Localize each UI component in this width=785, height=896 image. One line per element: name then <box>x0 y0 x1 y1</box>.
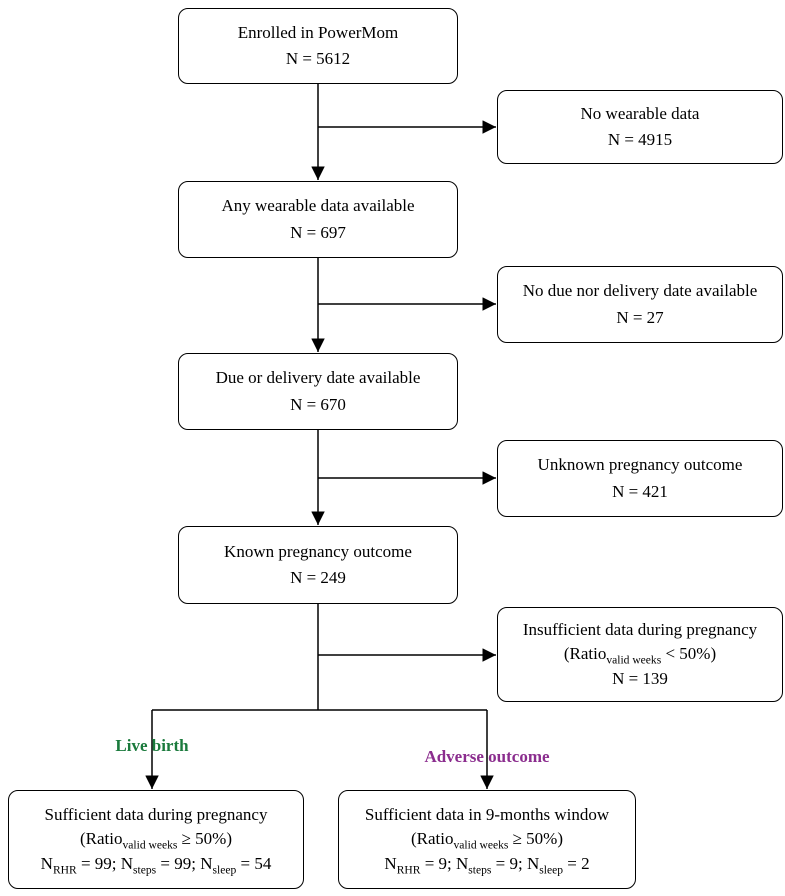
label-live-birth: Live birth <box>115 736 189 755</box>
box-n: N = 697 <box>290 222 346 242</box>
box-enrolled <box>178 8 458 84</box>
box-counts: $N_{RHR} = 99$; $N_{steps} = 99$; $N_{sleep} = 54$ <box>40 853 272 876</box>
box-title: Sufficient data in 9-months window <box>364 805 610 825</box>
box-any-wearable-data <box>178 181 458 258</box>
box-ratio: (Ratio$_{valid weeks}$ ≥ 50%) <box>411 829 563 852</box>
box-counts: $N_{RHR} = 9$; $N_{steps} = 9$; $N_{sleep} = 2$ <box>384 853 590 876</box>
box-n: N = 27 <box>616 307 664 327</box>
box-title: No wearable data <box>580 103 700 123</box>
box-n: N = 5612 <box>285 49 351 68</box>
box-unknown-outcome <box>497 440 783 517</box>
box-ratio: (Ratio$_{valid weeks}$ < 50%) <box>563 644 717 667</box>
box-title: Known pregnancy outcome <box>224 541 412 561</box>
box-no-due-date <box>497 266 783 343</box>
box-known-outcome <box>178 526 458 604</box>
box-adverse-outcome <box>338 790 636 889</box>
box-title: Any wearable data available <box>221 196 415 216</box>
box-live-birth-outcome <box>8 790 304 889</box>
label-adverse-outcome: Adverse outcome <box>424 747 550 766</box>
box-title: Sufficient data during pregnancy <box>44 805 268 825</box>
box-title: Due or delivery date available <box>215 368 421 388</box>
box-title: Unknown pregnancy outcome <box>537 455 743 475</box>
box-n: N = 670 <box>290 394 346 414</box>
box-ratio: (Ratio$_{valid weeks}$ ≥ 50%) <box>80 829 232 852</box>
box-n: N = 4915 <box>607 130 673 149</box>
box-n: N = 249 <box>290 568 346 587</box>
box-due-date-available <box>178 353 458 430</box>
box-no-wearable-data <box>497 90 783 164</box>
box-title: Enrolled in PowerMom <box>237 22 399 42</box>
box-insufficient-data <box>497 607 783 702</box>
box-n: N = 139 <box>612 668 668 688</box>
box-n: N = 421 <box>612 481 668 501</box>
box-title: Insufficient data during pregnancy <box>522 620 758 640</box>
box-title: No due nor delivery date available <box>522 281 758 301</box>
